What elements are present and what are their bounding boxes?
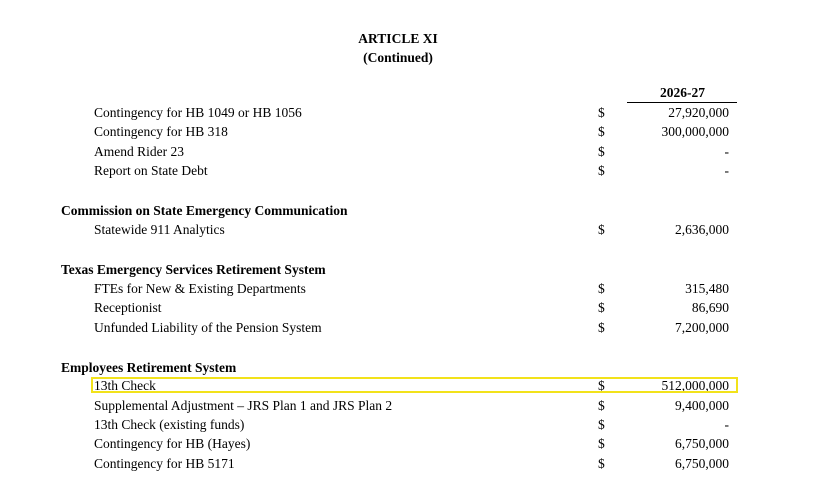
- currency-symbol: $: [598, 144, 605, 159]
- table-row: [0, 396, 832, 415]
- table-row: [0, 279, 832, 298]
- currency-symbol: $: [598, 124, 605, 139]
- item-amount: -: [724, 417, 729, 432]
- table-row: [0, 103, 832, 122]
- currency-symbol: $: [598, 163, 605, 178]
- item-amount: 2,636,000: [675, 222, 729, 237]
- item-label: Supplemental Adjustment – JRS Plan 1 and JRS Plan 2: [94, 398, 393, 413]
- table-row: [0, 318, 832, 337]
- item-label: Contingency for HB 5171: [94, 456, 235, 471]
- item-amount: 6,750,000: [675, 456, 729, 471]
- item-amount: 315,480: [685, 281, 729, 296]
- item-label: 13th Check: [94, 378, 156, 393]
- item-amount: -: [724, 163, 729, 178]
- item-amount: -: [724, 144, 729, 159]
- table-row: [0, 122, 832, 141]
- currency-symbol: $: [598, 417, 605, 432]
- item-label: Statewide 911 Analytics: [94, 222, 225, 237]
- section-heading: Commission on State Emergency Communication: [61, 203, 348, 218]
- currency-symbol: $: [598, 320, 605, 335]
- item-label: Contingency for HB 1049 or HB 1056: [94, 105, 302, 120]
- item-amount: 86,690: [691, 300, 729, 315]
- item-label: FTEs for New & Existing Departments: [94, 281, 306, 296]
- item-label: Contingency for HB (Hayes): [94, 436, 251, 451]
- item-amount: 9,400,000: [675, 398, 729, 413]
- table-row: [0, 434, 832, 453]
- table-row: [0, 220, 832, 239]
- column-header-year: 2026-27: [660, 85, 705, 100]
- table-row: [0, 298, 832, 317]
- currency-symbol: $: [598, 105, 605, 120]
- currency-symbol: $: [598, 300, 605, 315]
- item-label: Contingency for HB 318: [94, 124, 228, 139]
- currency-symbol: $: [598, 222, 605, 237]
- section-heading: Employees Retirement System: [61, 360, 237, 375]
- section-heading-row: [0, 260, 832, 279]
- item-amount: 6,750,000: [675, 436, 729, 451]
- item-amount: 27,920,000: [668, 105, 729, 120]
- table-row: [0, 415, 832, 434]
- item-label: Unfunded Liability of the Pension System: [94, 320, 322, 335]
- item-label: Receptionist: [94, 300, 162, 315]
- section-heading: Texas Emergency Services Retirement System: [61, 262, 326, 277]
- item-amount: 7,200,000: [675, 320, 729, 335]
- table-row: [0, 142, 832, 161]
- currency-symbol: $: [598, 456, 605, 471]
- page-title: ARTICLE XI: [358, 31, 438, 46]
- item-amount: 512,000,000: [661, 378, 729, 393]
- table-row: [0, 161, 832, 180]
- item-label: 13th Check (existing funds): [94, 417, 245, 432]
- item-amount: 300,000,000: [661, 124, 729, 139]
- table-row-highlighted: [0, 376, 832, 395]
- section-heading-row: [0, 358, 832, 377]
- currency-symbol: $: [598, 281, 605, 296]
- currency-symbol: $: [598, 378, 605, 393]
- section-heading-row: [0, 201, 832, 220]
- item-label: Amend Rider 23: [94, 144, 184, 159]
- table-row: [0, 454, 832, 473]
- currency-symbol: $: [598, 436, 605, 451]
- item-label: Report on State Debt: [94, 163, 208, 178]
- currency-symbol: $: [598, 398, 605, 413]
- page-subtitle: (Continued): [363, 50, 433, 65]
